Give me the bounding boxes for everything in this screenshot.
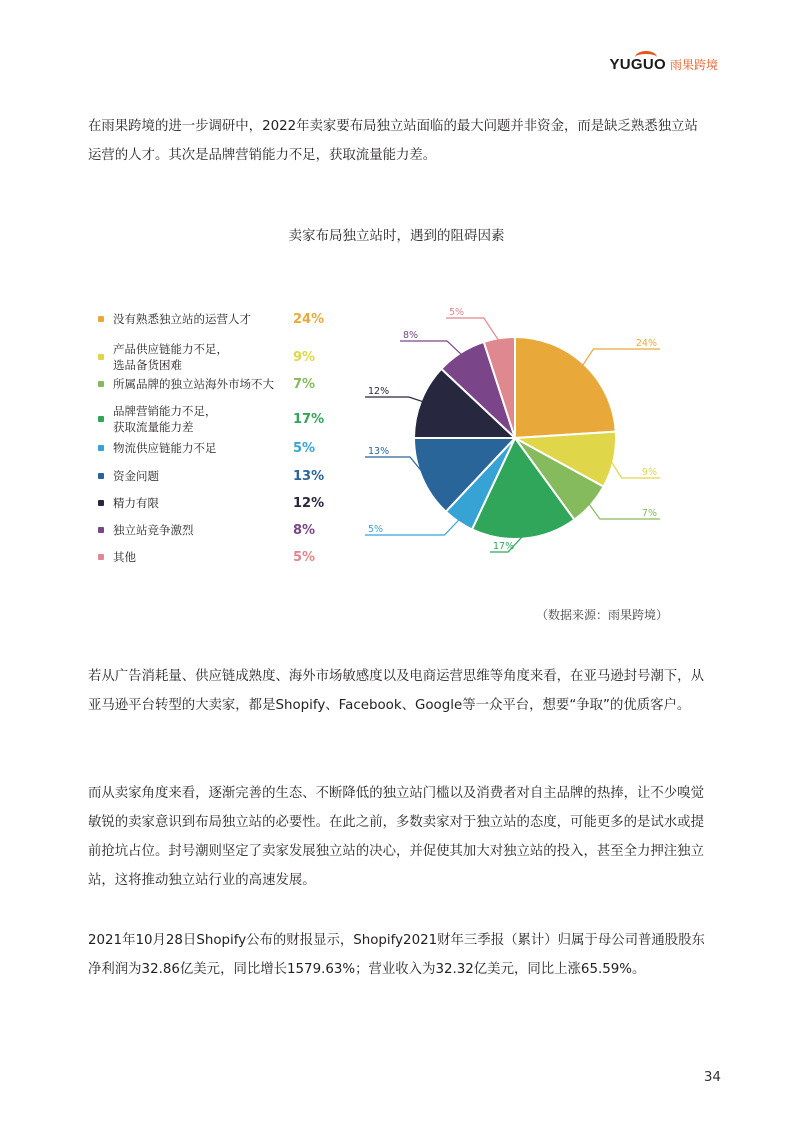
slice-data-label: 17%: [493, 541, 515, 552]
logo-wordmark: YUGUO: [609, 56, 666, 73]
legend-value: 7%: [293, 376, 316, 392]
slice-data-label: 7%: [641, 508, 657, 519]
slice-data-label: 5%: [449, 307, 465, 318]
legend-value: 5%: [293, 549, 316, 565]
legend-value: 5%: [293, 440, 316, 456]
slice-data-label: 13%: [368, 446, 390, 457]
legend-value: 8%: [293, 522, 316, 538]
legend-value: 9%: [293, 349, 316, 365]
legend-label: 独立站竞争激烈: [113, 523, 194, 537]
legend-label: 产品供应链能力不足， 选品备货困难: [113, 342, 228, 372]
legend-value: 24%: [293, 311, 325, 327]
leader-line: [581, 349, 660, 367]
legend-label: 没有熟悉独立站的运营人才: [113, 312, 251, 326]
leader-line: [446, 318, 500, 342]
page-number: 34: [703, 1069, 721, 1085]
intro-paragraph: 在雨果跨境的进一步调研中，2022年卖家要布局独立站面临的最大问题并非资金，而是缺乏熟悉独立站运营的人才。其次是品牌营销能力不足，获取流量能力差。: [88, 119, 698, 163]
legend-label: 资金问题: [113, 469, 159, 483]
body-paragraph-1: 若从广告消耗量、供应链成熟度、海外市场敏感度以及电商运营思维等角度来看，在亚马逊封号潮下，从亚马逊平台转型的大卖家，都是Shopify、Facebook、Google等一众平台，想要“争取”的优质客户。: [88, 669, 704, 713]
logo-chinese-name: 雨果跨境: [669, 58, 718, 72]
legend-label: 所属品牌的独立站海外市场不大: [113, 377, 274, 391]
body-paragraph-2: 而从卖家角度来看，逐渐完善的生态、不断降低的独立站门槛以及消费者对自主品牌的热捧，让不少嗅觉敏锐的卖家意识到布局独立站的必要性。在此之前，多数卖家对于独立站的态度，可能更多的是试水或提前抢坑占位。封号潮则坚定了卖家发展独立站的决心，并促使其加大对独立站的投入，甚至全力押注独立站，这将推动独立站行业的高速发展。: [88, 786, 704, 888]
leader-line: [400, 341, 463, 356]
pie-slice: [515, 337, 616, 438]
slice-data-label: 8%: [403, 330, 419, 341]
data-source: （数据来源：雨果跨境）: [535, 608, 668, 622]
slice-data-label: 24%: [635, 338, 657, 349]
leader-line: [365, 397, 425, 402]
slice-data-label: 12%: [368, 386, 390, 397]
legend-label: 精力有限: [113, 496, 159, 510]
legend-label: 品牌营销能力不足， 获取流量能力差: [113, 404, 217, 434]
slice-data-label: 5%: [368, 524, 384, 535]
legend-value: 17%: [293, 411, 325, 427]
legend-value: 13%: [293, 468, 325, 484]
legend-label: 其他: [113, 550, 136, 564]
chart-title: 卖家布局独立站时，遇到的阻碍因素: [288, 228, 505, 244]
body-paragraph-3: 2021年10月28日Shopify公布的财报显示，Shopify2021财年三季报（累计）归属于母公司普通股股东净利润为32.86亿美元，同比增长1579.63%；营业收入为32.32亿美元，同比上涨65.59%。: [88, 933, 705, 977]
legend-value: 12%: [293, 495, 325, 511]
slice-data-label: 9%: [641, 467, 657, 478]
legend-label: 物流供应链能力不足: [113, 441, 217, 455]
